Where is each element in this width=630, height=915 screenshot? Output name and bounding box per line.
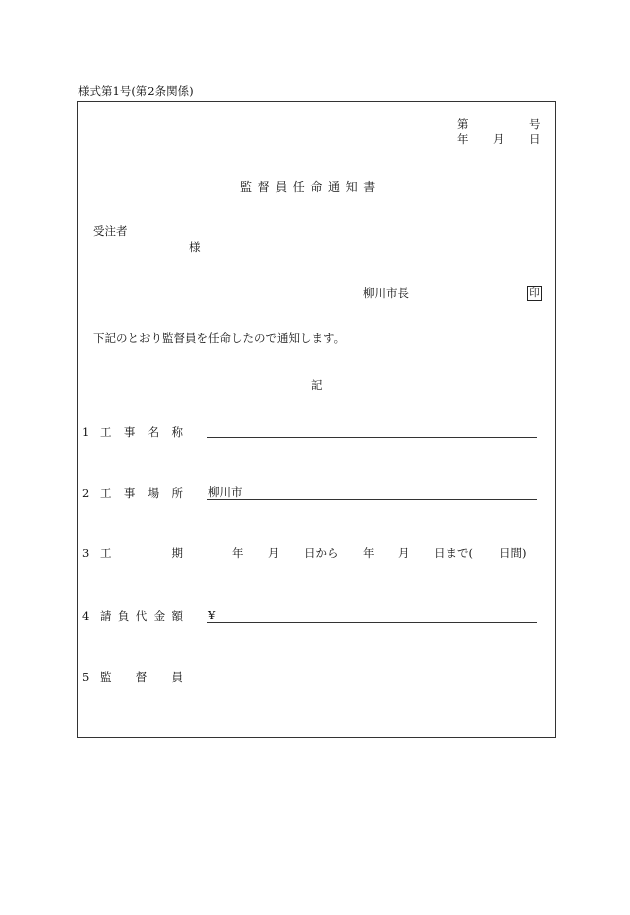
item-number: 3 — [82, 546, 90, 560]
site-field-line[interactable] — [207, 499, 537, 500]
period-days: 日間) — [499, 546, 527, 560]
date-day-label: 日 — [529, 132, 541, 146]
seal-mark: 印 — [527, 286, 542, 301]
item-label-period: 工 期 — [100, 546, 183, 560]
date-month-label: 月 — [493, 132, 505, 146]
period-start-month: 月 — [268, 546, 280, 560]
item-number: 2 — [82, 486, 90, 500]
item-label-project-name: 工 事 名 称 — [100, 425, 183, 439]
item-label-contract-amount: 請 負 代 金 額 — [100, 609, 183, 623]
contract-amount-value: ¥ — [208, 608, 216, 622]
recipient-label: 受注者 — [93, 224, 128, 238]
item-number: 5 — [82, 670, 90, 684]
item-label-supervisor: 監 督 員 — [100, 670, 183, 684]
number-prefix: 第 — [457, 117, 469, 131]
date-year-label: 年 — [457, 132, 469, 146]
ki-heading: 記 — [311, 378, 323, 392]
contract-amount-field-line[interactable] — [207, 622, 537, 623]
period-end-day: 日まで( — [434, 546, 473, 560]
period-start-day: 日から — [304, 546, 339, 560]
project-name-field-line[interactable] — [207, 437, 537, 438]
form-number-label: 様式第1号(第2条関係) — [78, 84, 194, 98]
recipient-honorific: 様 — [189, 240, 201, 254]
item-number: 4 — [82, 609, 90, 623]
period-start-year: 年 — [232, 546, 244, 560]
item-number: 1 — [82, 425, 90, 439]
document-frame — [77, 101, 556, 738]
period-end-year: 年 — [363, 546, 375, 560]
item-label-site: 工 事 場 所 — [100, 486, 183, 500]
document-title: 監督員任命通知書 — [240, 180, 381, 194]
site-value: 柳川市 — [208, 485, 243, 499]
issuer-name: 柳川市長 — [363, 286, 409, 300]
number-suffix: 号 — [529, 117, 541, 131]
period-end-month: 月 — [398, 546, 410, 560]
notice-text: 下記のとおり監督員を任命したので通知します。 — [93, 331, 346, 345]
